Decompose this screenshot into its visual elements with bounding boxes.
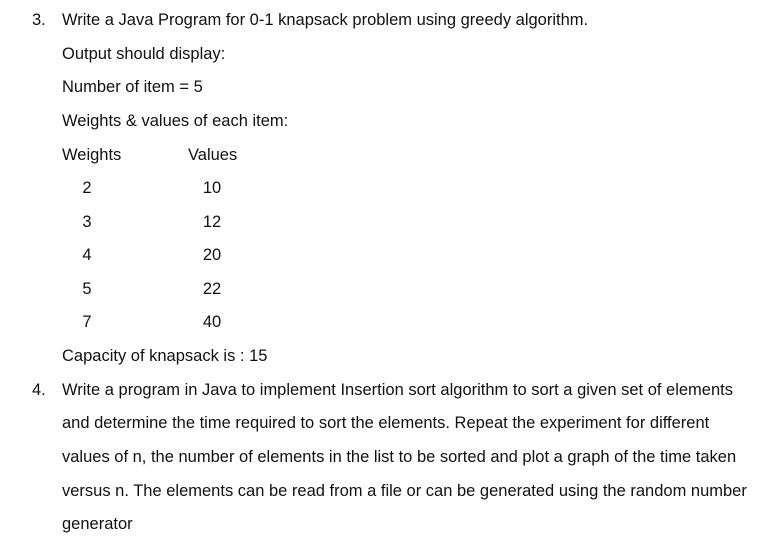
value-cell: 10 bbox=[202, 179, 222, 197]
output-label: Output should display: bbox=[62, 45, 226, 63]
question-4-line: versus n. The elements can be read from a file or can be generated using the random number bbox=[62, 482, 747, 500]
weights-header: Weights bbox=[62, 146, 122, 164]
number-of-items: Number of item = 5 bbox=[62, 78, 203, 96]
value-cell: 22 bbox=[202, 280, 222, 298]
value-cell: 20 bbox=[202, 246, 222, 264]
weight-cell: 5 bbox=[82, 280, 92, 298]
value-cell: 40 bbox=[202, 313, 222, 331]
weight-cell: 7 bbox=[82, 313, 92, 331]
question-4-line: and determine the time required to sort the elements. Repeat the experiment for different bbox=[62, 414, 710, 432]
weights-values-label: Weights & values of each item: bbox=[62, 112, 289, 130]
weight-cell: 4 bbox=[82, 246, 92, 264]
question-4-line: Write a program in Java to implement Insertion sort algorithm to sort a given set of elements bbox=[62, 381, 733, 399]
question-3-title: Write a Java Program for 0-1 knapsack problem using greedy algorithm. bbox=[62, 11, 589, 29]
weight-cell: 2 bbox=[82, 179, 92, 197]
question-4-line: values of n, the number of elements in the list to be sorted and plot a graph of the time taken bbox=[62, 448, 737, 466]
values-header: Values bbox=[188, 146, 238, 164]
weight-cell: 3 bbox=[82, 213, 92, 231]
value-cell: 12 bbox=[202, 213, 222, 231]
question-4-number: 4. bbox=[32, 381, 46, 399]
capacity-line: Capacity of knapsack is : 15 bbox=[62, 347, 268, 365]
question-3-number: 3. bbox=[32, 11, 46, 29]
question-4-line: generator bbox=[62, 515, 133, 533]
